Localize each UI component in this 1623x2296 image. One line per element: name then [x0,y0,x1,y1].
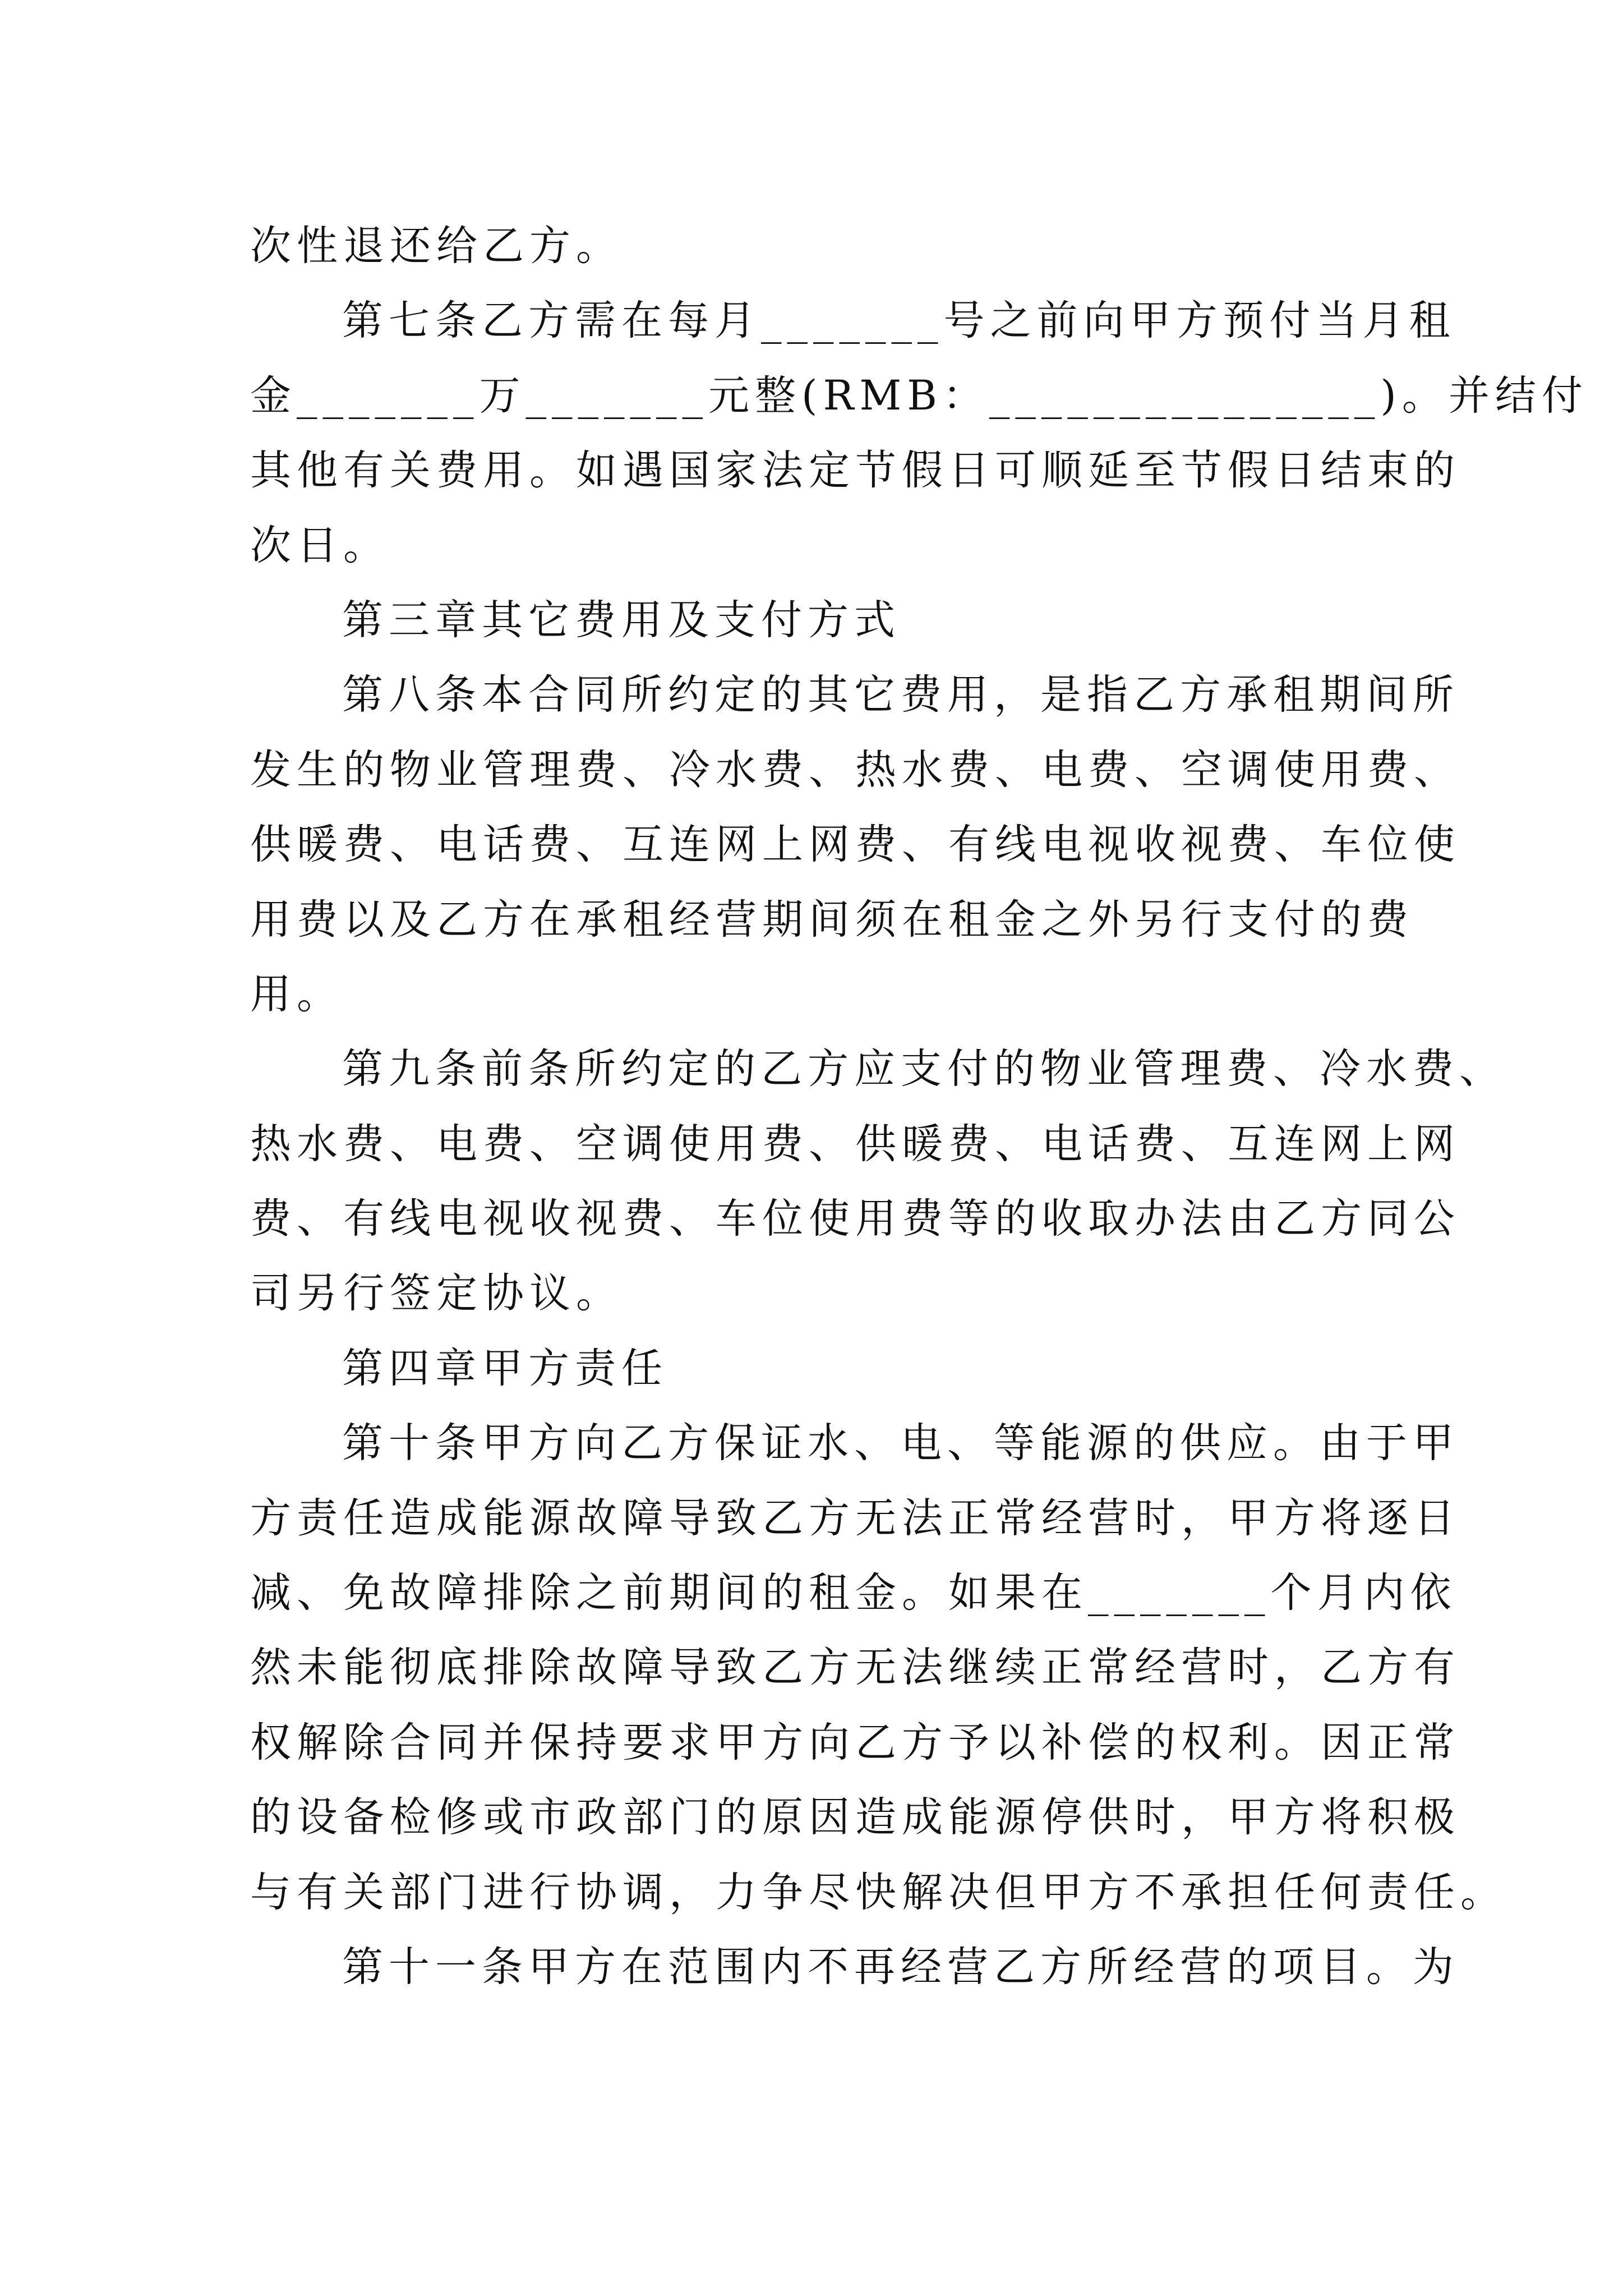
article-10-heading-line: 第十条甲方向乙方保证水、电、等能源的供应。由于甲 [342,1419,1459,1467]
text-line: 金_______万_______元整(RMB：_______________)。并结付 [250,371,1588,420]
article-7-heading-line: 第七条乙方需在每月_______号之前向甲方预付当月租 [342,297,1456,345]
text-line: 然未能彻底排除故障导致乙方无法继续正常经营时，乙方有 [250,1644,1460,1692]
text-line: 权解除合同并保持要求甲方向乙方予以补偿的权利。因正常 [250,1718,1460,1766]
text-line: 方责任造成能源故障导致乙方无法正常经营时，甲方将逐日 [250,1494,1460,1542]
article-9-heading-line: 第九条前条所约定的乙方应支付的物业管理费、冷水费、 [342,1045,1506,1093]
text-line: 的设备检修或市政部门的原因造成能源停供时，甲方将积极 [250,1793,1460,1842]
article-8-heading-line: 第八条本合同所约定的其它费用，是指乙方承租期间所 [342,671,1459,719]
text-line: 与有关部门进行协调，力争尽快解决但甲方不承担任何责任。 [250,1868,1507,1916]
text-line: 费、有线电视收视费、车位使用费等的收取办法由乙方同公 [250,1195,1460,1243]
text-line: 次日。 [250,521,390,569]
text-line: 用费以及乙方在承租经营期间须在租金之外另行支付的费 [250,895,1414,944]
text-line: 供暖费、电话费、互连网上网费、有线电视收视费、车位使 [250,821,1460,869]
text-line: 用。 [250,970,343,1018]
chapter-4-heading: 第四章甲方责任 [342,1344,668,1392]
text-line: 热水费、电费、空调使用费、供暖费、电话费、互连网上网 [250,1120,1460,1168]
text-line: 其他有关费用。如遇国家法定节假日可顺延至节假日结束的 [250,447,1460,495]
text-line: 减、免故障排除之前期间的租金。如果在_______个月内依 [250,1569,1457,1617]
article-11-heading-line: 第十一条甲方在范围内不再经营乙方所经营的项目。为 [342,1943,1459,1991]
chapter-3-heading: 第三章其它费用及支付方式 [342,596,901,644]
document-body [250,209,1588,2004]
text-line: 司另行签定协议。 [250,1269,623,1318]
text-line: 发生的物业管理费、冷水费、热水费、电费、空调使用费、 [250,746,1460,794]
text-line: 次性退还给乙方。 [250,222,623,270]
